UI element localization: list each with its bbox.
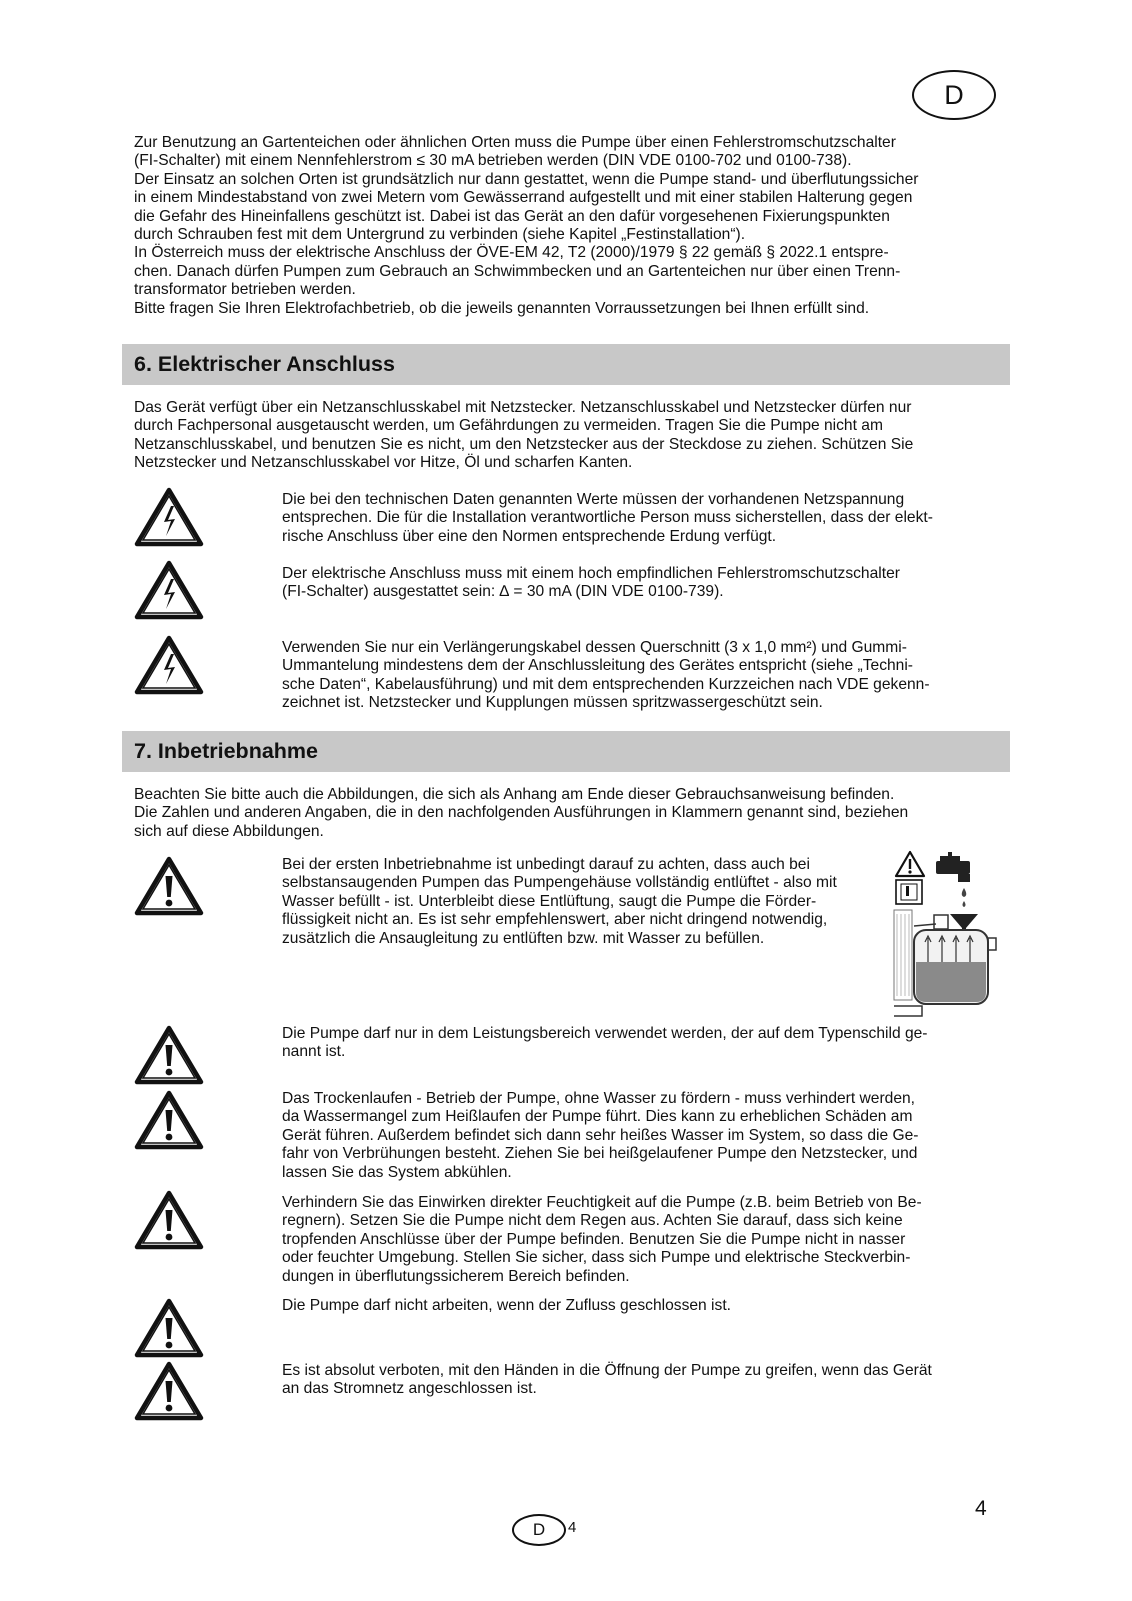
text-line: sich auf diese Abbildungen.: [134, 822, 324, 840]
text-line: Netzanschlusskabel, und benutzen Sie es nicht, um den Netzstecker aus der Steckdose zu ziehen. Schützen Sie: [134, 435, 914, 453]
warning-icon: [134, 1024, 204, 1086]
warning-note-fi-schalter: [282, 565, 1002, 602]
electrical-hazard-icon: [134, 559, 204, 621]
text-line: Gerät führen. Außerdem befindet sich dann sehr heißes Wasser im System, so dass die Ge-: [282, 1126, 919, 1144]
footer-language-badge: D: [512, 1514, 566, 1546]
warning-note-oeffnung: [282, 1362, 1002, 1399]
text-line: entsprechen. Die für die Installation verantwortliche Person muss sicherstellen, dass der elekt-: [282, 509, 933, 527]
warning-icon: [134, 855, 204, 917]
text-line: da Wassermangel zum Heißlaufen der Pumpe führt. Dies kann zu erheblichen Schäden am: [282, 1108, 913, 1126]
warning-note-feuchtigkeit: [282, 1194, 1002, 1286]
text-line: Die Pumpe darf nur in dem Leistungsbereich verwendet werden, der auf dem Typenschild ge-: [282, 1025, 928, 1042]
text-line: nannt ist.: [282, 1043, 346, 1061]
text-line: transformator betrieben werden.: [134, 281, 356, 299]
text-line: Ummantelung mindestens dem der Anschlussleitung des Gerätes entspricht (siehe „Techni-: [282, 657, 913, 675]
text-line: an das Stromnetz angeschlossen ist.: [282, 1380, 537, 1398]
language-badge: D: [912, 70, 996, 120]
intro-paragraph: [134, 134, 1000, 318]
text-line: durch Fachpersonal ausgetauscht werden, um Gefährdungen zu vermeiden. Tragen Sie die Pumpe nicht am: [134, 417, 883, 435]
text-line: zeichnet ist. Netzstecker und Kupplungen müssen spritzwassergeschützt sein.: [282, 694, 823, 712]
text-line: Beachten Sie bitte auch die Abbildungen, die sich als Anhang am Ende dieser Gebrauchsanweisung befinden.: [134, 786, 895, 803]
text-line: Verwenden Sie nur ein Verlängerungskabel dessen Querschnitt (3 x 1,0 mm²) und Gummi-: [282, 639, 907, 656]
pump-filling-illustration: [892, 850, 1000, 1018]
electrical-hazard-icon: [134, 486, 204, 548]
footer-page-number: 4: [568, 1519, 577, 1536]
text-line: Der elektrische Anschluss muss mit einem hoch empfindlichen Fehlerstromschutzschalter: [282, 565, 900, 582]
text-line: Die bei den technischen Daten genannten Werte müssen der vorhandenen Netzspannung: [282, 491, 905, 508]
text-line: zusätzlich die Ansaugleitung zu entlüften bzw. mit Wasser zu befüllen.: [282, 929, 765, 947]
text-line: lassen Sie das System abkühlen.: [282, 1163, 512, 1181]
text-line: regnern). Setzen Sie die Pumpe nicht dem Regen aus. Achten Sie darauf, dass sich keine: [282, 1212, 903, 1230]
text-line: Bei der ersten Inbetriebnahme ist unbedingt darauf zu achten, dass auch bei: [282, 856, 810, 873]
text-line: durch Schrauben fest mit dem Untergrund zu verbinden (siehe Kapitel „Festinstallation“).: [134, 226, 746, 244]
warning-icon: [134, 1360, 204, 1422]
text-line: dungen in überflutungssicherem Bereich befinden.: [282, 1267, 630, 1285]
warning-note-leistungsbereich: [282, 1025, 1002, 1062]
text-line: chen. Danach dürfen Pumpen zum Gebrauch an Schwimmbecken und an Gartenteichen nur über einen Trenn-: [134, 262, 901, 280]
warning-icon: [134, 1089, 204, 1151]
text-line: selbstansaugenden Pumpen das Pumpengehäuse vollständig entlüftet - also mit: [282, 874, 837, 892]
text-line: Das Gerät verfügt über ein Netzanschlusskabel mit Netzstecker. Netzanschlusskabel und Netzstecker dürfen nur: [134, 399, 912, 416]
warning-note-verlaengerungskabel: [282, 639, 1002, 713]
section-7-intro: [134, 786, 1000, 841]
text-line: Bitte fragen Sie Ihren Elektrofachbetrieb, ob die jeweils genannten Vorraussetzungen bei Ihnen erfüllt sind.: [134, 299, 870, 317]
section-7-heading: 7. Inbetriebnahme: [122, 731, 1010, 772]
text-line: Netzstecker und Netzanschlusskabel vor Hitze, Öl und scharfen Kanten.: [134, 454, 633, 472]
text-line: Wasser befüllt - ist. Unterbleibt diese Entlüftung, saugt die Pumpe die Förder-: [282, 892, 817, 910]
text-line: Die Pumpe darf nicht arbeiten, wenn der Zufluss geschlossen ist.: [282, 1297, 731, 1314]
electrical-hazard-icon: [134, 634, 204, 696]
text-line: In Österreich muss der elektrische Anschluss der ÖVE-EM 42, T2 (2000)/1979 § 22 gemäß § 2022.1 entspre-: [134, 244, 889, 262]
text-line: oder feuchter Umgebung. Stellen Sie sicher, dass sich Pumpe und elektrische Steckverbin-: [282, 1249, 911, 1267]
text-line: (FI-Schalter) mit einem Nennfehlerstrom ≤ 30 mA betrieben werden (DIN VDE 0100-702 und 0100-738).: [134, 152, 852, 170]
section-6-heading: 6. Elektrischer Anschluss: [122, 344, 1010, 385]
text-line: die Gefahr des Hineinfallens geschützt ist. Dabei ist das Gerät an den dafür vorgesehenen Fixierungspunkten: [134, 207, 890, 225]
page-number: 4: [975, 1497, 987, 1520]
text-line: Der Einsatz an solchen Orten ist grundsätzlich nur dann gestattet, wenn die Pumpe stand- und überflutungssicher: [134, 170, 919, 188]
warning-note-trockenlaufen: [282, 1090, 1002, 1182]
text-line: sche Daten“, Kabelausführung) und mit dem entsprechenden Kurzzeichen nach VDE gekenn-: [282, 675, 930, 693]
text-line: tropfenden Anschlüsse über der Pumpe befinden. Benutzen Sie die Pumpe nicht in nasser: [282, 1230, 906, 1248]
text-line: rische Anschluss über eine den Normen entsprechende Erdung verfügt.: [282, 527, 777, 545]
warning-note-entlueftung: [282, 856, 892, 948]
text-line: Es ist absolut verboten, mit den Händen in die Öffnung der Pumpe zu greifen, wenn das Gerät: [282, 1362, 932, 1379]
text-line: fahr von Verbrühungen besteht. Ziehen Sie bei heißgelaufener Pumpe den Netzstecker, und: [282, 1145, 918, 1163]
text-line: (FI-Schalter) ausgestattet sein: ∆ = 30 mA (DIN VDE 0100-739).: [282, 583, 724, 601]
warning-note-netzspannung: [282, 491, 1002, 546]
warning-icon: [134, 1189, 204, 1251]
warning-icon: [134, 1297, 204, 1359]
text-line: Das Trockenlaufen - Betrieb der Pumpe, ohne Wasser zu fördern - muss verhindert werden,: [282, 1090, 915, 1107]
warning-note-zufluss: [282, 1297, 1002, 1315]
text-line: in einem Mindestabstand von zwei Metern vom Gewässerrand aufgestellt und mit einer stabilen Halterung gegen: [134, 189, 913, 207]
text-line: Zur Benutzung an Gartenteichen oder ähnlichen Orten muss die Pumpe über einen Fehlerstromschutzschalter: [134, 134, 896, 151]
section-6-intro: [134, 399, 1000, 473]
text-line: Verhindern Sie das Einwirken direkter Feuchtigkeit auf die Pumpe (z.B. beim Betrieb von Be-: [282, 1194, 922, 1211]
text-line: flüssigkeit nicht an. Es ist sehr empfehlenswert, aber nicht dringend notwendig,: [282, 911, 828, 929]
text-line: Die Zahlen und anderen Angaben, die in den nachfolgenden Ausführungen in Klammern genannt sind, beziehen: [134, 804, 909, 822]
